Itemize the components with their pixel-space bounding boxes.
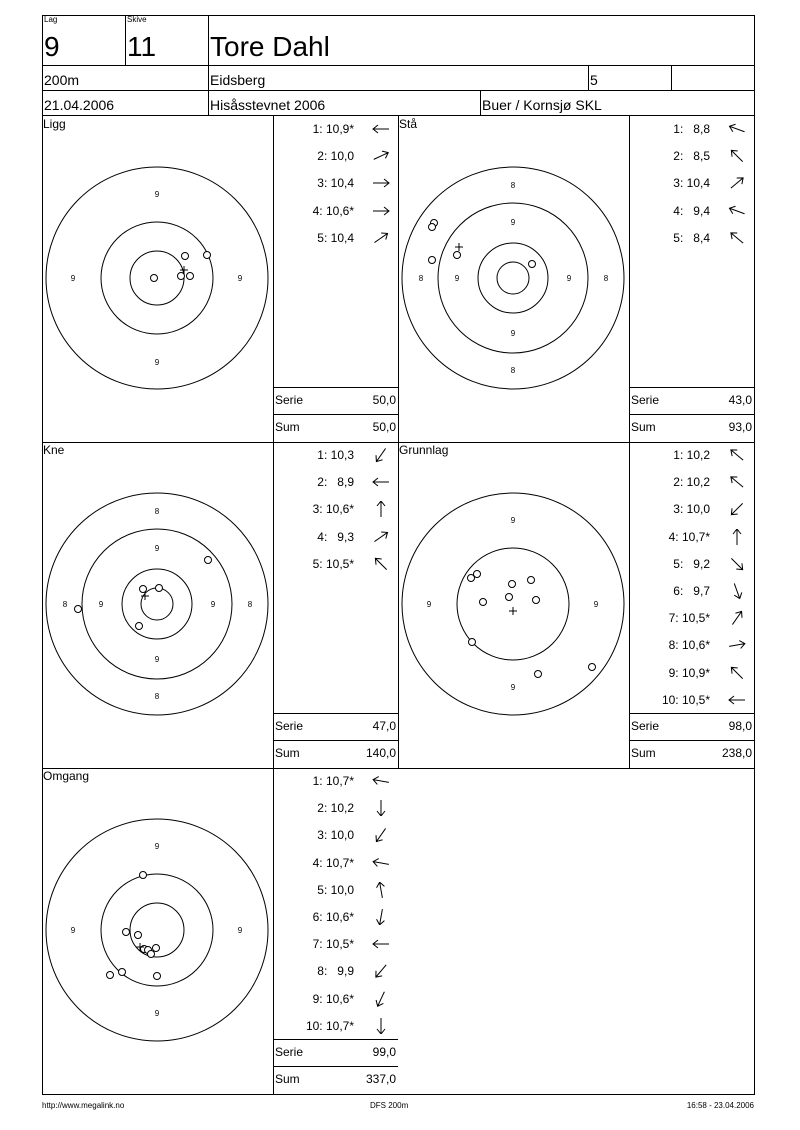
shot-row — [273, 773, 398, 789]
shot-hole — [136, 623, 143, 630]
shot-score: 6: 9,7 — [673, 584, 710, 598]
shot-row — [273, 556, 398, 572]
shot-score: 1: 10,2 — [673, 448, 710, 462]
shot-row — [629, 474, 754, 490]
shot-row — [629, 529, 754, 545]
shot-hole — [535, 671, 542, 678]
shot-row — [629, 692, 754, 708]
skive-value: 11 — [127, 31, 157, 62]
shot-score: 5: 10,4 — [317, 230, 354, 245]
shot-hole — [533, 597, 540, 604]
shot-score: 1: 10,7* — [312, 774, 354, 788]
target-omgang — [43, 782, 273, 1082]
direction-arrow-icon — [371, 556, 391, 572]
ring-label: 9 — [154, 544, 160, 553]
serie-label: Serie — [275, 1045, 304, 1059]
ring-label: 8 — [510, 181, 516, 190]
direction-arrow-icon — [371, 474, 391, 490]
sum-value: 140,0 — [365, 746, 396, 760]
serie-row — [273, 393, 398, 409]
shot-score: 5: 10,0 — [317, 882, 354, 897]
shot-score: 4: 10,7* — [668, 529, 710, 544]
shot-row — [629, 610, 754, 626]
lag-label: Lag — [44, 15, 58, 24]
shot-row — [629, 637, 754, 653]
sum-label: Sum — [275, 420, 300, 434]
footer-timestamp: 16:58 - 23.04.2006 — [686, 1101, 754, 1110]
direction-arrow-icon — [371, 203, 391, 219]
sum-label: Sum — [631, 746, 656, 760]
shot-row — [273, 936, 398, 952]
shot-hole — [75, 606, 82, 613]
shot-hole — [529, 261, 536, 268]
direction-arrow-icon — [727, 203, 747, 219]
serie-value: 47,0 — [372, 719, 396, 733]
shooter-name: Tore Dahl — [210, 31, 330, 62]
serie-label: Serie — [275, 719, 304, 733]
event-name: Hisåsstevnet 2006 — [210, 97, 326, 113]
shot-score: 4: 9,4 — [673, 203, 710, 218]
shot-row — [629, 148, 754, 164]
shot-score: 4: 10,7* — [312, 855, 354, 870]
lag-value: 9 — [44, 31, 60, 62]
ring-label: 9 — [510, 218, 516, 227]
shot-hole — [187, 273, 194, 280]
ring-label: 8 — [154, 507, 160, 516]
direction-arrow-icon — [727, 230, 747, 246]
shot-row — [273, 121, 398, 137]
sum-label: Sum — [275, 1072, 300, 1086]
sum-label: Sum — [275, 746, 300, 760]
shot-hole — [589, 664, 596, 671]
direction-arrow-icon — [371, 230, 391, 246]
shot-score: 5: 10,5* — [312, 556, 354, 571]
ring-label: 9 — [510, 683, 516, 692]
shot-hole — [153, 945, 160, 952]
shot-hole — [178, 273, 185, 280]
direction-arrow-icon — [727, 692, 747, 708]
ring-label: 8 — [62, 600, 68, 609]
ring-label: 8 — [418, 274, 424, 283]
serie-row — [273, 1045, 398, 1061]
shot-hole — [107, 972, 114, 979]
shot-hole — [528, 577, 535, 584]
shot-row — [273, 474, 398, 490]
shot-row — [273, 963, 398, 979]
shot-score: 6: 10,6* — [312, 910, 354, 924]
shot-score: 3: 10,6* — [312, 502, 354, 517]
ring-label: 9 — [210, 600, 216, 609]
ring-label: 9 — [566, 274, 572, 283]
shot-row — [273, 855, 398, 871]
ring-label: 8 — [247, 600, 253, 609]
shot-hole — [506, 594, 513, 601]
section-title-kne: Kne — [43, 443, 65, 457]
shot-row — [273, 203, 398, 219]
serie-label: Serie — [631, 393, 660, 407]
shot-row — [629, 121, 754, 137]
shot-row — [273, 1018, 398, 1034]
direction-arrow-icon — [371, 800, 391, 816]
shot-hole — [140, 872, 147, 879]
shot-score: 2: 10,2 — [673, 475, 710, 490]
shot-score: 5: 9,2 — [673, 556, 710, 571]
direction-arrow-icon — [727, 637, 747, 653]
serie-row — [629, 719, 754, 735]
shot-score: 4: 9,3 — [317, 529, 354, 544]
ring-label: 9 — [70, 274, 76, 283]
shot-hole — [156, 585, 163, 592]
shot-row — [273, 909, 398, 925]
serie-row — [273, 719, 398, 735]
direction-arrow-icon — [371, 773, 391, 789]
shot-row — [629, 203, 754, 219]
shot-hole — [154, 973, 161, 980]
shot-row — [273, 447, 398, 463]
shot-row — [273, 501, 398, 517]
shot-row — [273, 148, 398, 164]
shot-hole — [182, 253, 189, 260]
ring-label: 9 — [237, 926, 243, 935]
serie-row — [629, 393, 754, 409]
shot-hole — [119, 969, 126, 976]
ring-label: 9 — [593, 600, 599, 609]
shot-row — [629, 665, 754, 681]
ring-label: 9 — [237, 274, 243, 283]
direction-arrow-icon — [371, 175, 391, 191]
section-title-sta: Stå — [399, 117, 418, 131]
shot-score: 2: 10,0 — [317, 149, 354, 164]
shot-row — [629, 501, 754, 517]
target-kne — [43, 456, 273, 756]
date: 21.04.2006 — [44, 97, 115, 113]
shot-hole — [205, 557, 212, 564]
shot-hole — [151, 275, 158, 282]
shot-score: 2: 10,2 — [317, 801, 354, 816]
direction-arrow-icon — [371, 827, 391, 843]
sum-row — [273, 1072, 398, 1088]
ring-label: 9 — [98, 600, 104, 609]
direction-arrow-icon — [727, 474, 747, 490]
shot-row — [273, 529, 398, 545]
footer-center: DFS 200m — [370, 1101, 409, 1110]
direction-arrow-icon — [371, 909, 391, 925]
shot-score: 4: 10,6* — [312, 203, 354, 218]
shot-score: 10: 10,7* — [305, 1018, 354, 1033]
serie-value: 98,0 — [728, 719, 752, 733]
distance: 200m — [44, 72, 80, 88]
direction-arrow-icon — [371, 121, 391, 137]
ring-label: 8 — [510, 366, 516, 375]
direction-arrow-icon — [727, 447, 747, 463]
shot-row — [629, 556, 754, 572]
sum-value: 93,0 — [728, 420, 752, 434]
number: 5 — [590, 72, 598, 88]
shot-hole — [469, 639, 476, 646]
ring-label: 9 — [510, 329, 516, 338]
shot-hole — [429, 257, 436, 264]
sum-value: 50,0 — [372, 420, 396, 434]
ring-label: 8 — [603, 274, 609, 283]
club: Eidsberg — [210, 72, 266, 88]
shot-score: 3: 10,4 — [673, 176, 710, 191]
sum-value: 238,0 — [721, 746, 752, 760]
ring-label: 8 — [154, 692, 160, 701]
shot-row — [629, 230, 754, 246]
serie-value: 99,0 — [372, 1045, 396, 1059]
direction-arrow-icon — [371, 447, 391, 463]
shot-hole — [135, 932, 142, 939]
shot-row — [273, 991, 398, 1007]
shot-score: 3: 10,4 — [317, 176, 354, 191]
direction-arrow-icon — [371, 991, 391, 1007]
shot-row — [273, 175, 398, 191]
shot-score: 8: 9,9 — [317, 964, 354, 979]
shot-hole — [204, 252, 211, 259]
shot-hole — [454, 252, 461, 259]
shot-score: 8: 10,6* — [668, 638, 710, 653]
shot-row — [273, 882, 398, 898]
shot-score: 9: 10,9* — [668, 665, 710, 680]
direction-arrow-icon — [727, 665, 747, 681]
shot-score: 7: 10,5* — [668, 611, 710, 626]
footer-url[interactable]: http://www.megalink.no — [42, 1101, 125, 1110]
shot-score: 3: 10,0 — [317, 828, 354, 843]
target-ligg — [43, 130, 273, 430]
direction-arrow-icon — [727, 501, 747, 517]
serie-label: Serie — [631, 719, 660, 733]
shot-hole — [474, 571, 481, 578]
sum-row — [273, 746, 398, 762]
direction-arrow-icon — [727, 529, 747, 545]
shot-hole — [140, 586, 147, 593]
shot-score: 2: 8,9 — [317, 475, 354, 490]
center-mark — [455, 243, 463, 251]
direction-arrow-icon — [727, 610, 747, 626]
shot-score: 5: 8,4 — [673, 230, 710, 245]
shot-hole — [429, 224, 436, 231]
shot-score: 10: 10,5* — [661, 692, 710, 707]
direction-arrow-icon — [371, 855, 391, 871]
direction-arrow-icon — [371, 501, 391, 517]
shot-hole — [509, 581, 516, 588]
ring-label: 9 — [70, 926, 76, 935]
shot-score: 7: 10,5* — [312, 937, 354, 952]
section-title-omgang: Omgang — [43, 769, 90, 783]
section-title-grunnlag: Grunnlag — [399, 443, 449, 457]
sum-value: 337,0 — [365, 1072, 396, 1086]
shot-score: 1: 10,3 — [317, 448, 354, 462]
shot-row — [629, 447, 754, 463]
direction-arrow-icon — [371, 1018, 391, 1034]
serie-value: 43,0 — [728, 393, 752, 407]
shot-score: 1: 8,8 — [673, 122, 710, 136]
shot-hole — [148, 951, 155, 958]
ring-label: 9 — [154, 358, 160, 367]
ring-label: 9 — [154, 190, 160, 199]
direction-arrow-icon — [727, 148, 747, 164]
direction-arrow-icon — [371, 148, 391, 164]
sum-row — [273, 420, 398, 436]
direction-arrow-icon — [371, 529, 391, 545]
serie-value: 50,0 — [372, 393, 396, 407]
serie-label: Serie — [275, 393, 304, 407]
ring-label: 9 — [154, 655, 160, 664]
direction-arrow-icon — [371, 963, 391, 979]
sum-row — [629, 420, 754, 436]
ring-label: 9 — [510, 516, 516, 525]
sum-row — [629, 746, 754, 762]
direction-arrow-icon — [371, 936, 391, 952]
shot-row — [273, 230, 398, 246]
location: Buer / Kornsjø SKL — [482, 97, 602, 113]
shot-score: 2: 8,5 — [673, 149, 710, 164]
ring-label: 9 — [154, 1009, 160, 1018]
direction-arrow-icon — [371, 882, 391, 898]
shot-hole — [123, 929, 130, 936]
shot-score: 3: 10,0 — [673, 502, 710, 517]
shot-row — [629, 175, 754, 191]
direction-arrow-icon — [727, 556, 747, 572]
ring-label: 9 — [426, 600, 432, 609]
shot-score: 9: 10,6* — [312, 991, 354, 1006]
section-title-ligg: Ligg — [43, 117, 66, 131]
ring-label: 9 — [154, 842, 160, 851]
shot-score: 1: 10,9* — [312, 122, 354, 136]
shot-row — [273, 800, 398, 816]
direction-arrow-icon — [727, 583, 747, 599]
center-mark — [509, 607, 517, 615]
ring-label: 9 — [454, 274, 460, 283]
target-sta — [399, 130, 629, 430]
skive-label: Skive — [127, 15, 147, 24]
direction-arrow-icon — [727, 175, 747, 191]
sum-label: Sum — [631, 420, 656, 434]
target-grunnlag — [399, 456, 629, 756]
direction-arrow-icon — [727, 121, 747, 137]
shot-row — [273, 827, 398, 843]
shot-hole — [480, 599, 487, 606]
shot-row — [629, 583, 754, 599]
